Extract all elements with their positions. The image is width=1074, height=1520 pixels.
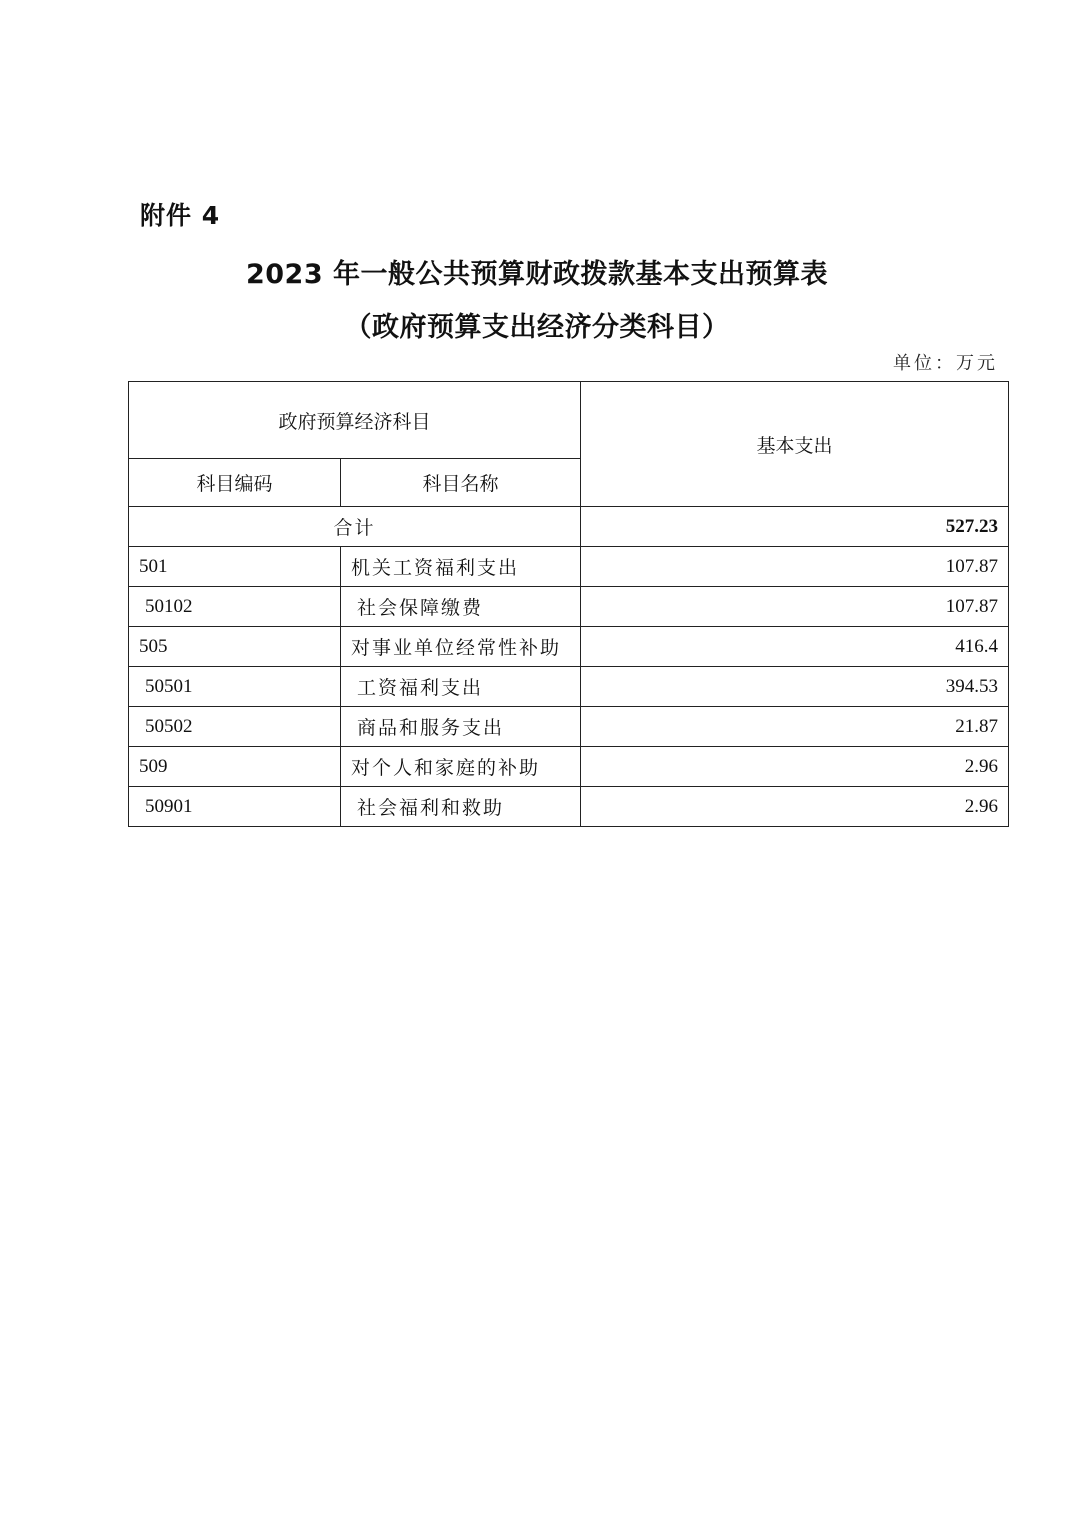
row-value: 394.53 [581, 667, 1009, 707]
row-code: 509 [129, 747, 341, 787]
total-value: 527.23 [581, 507, 1009, 547]
row-value: 416.4 [581, 627, 1009, 667]
row-code: 501 [129, 547, 341, 587]
budget-table [128, 381, 1009, 827]
row-code: 50501 [129, 667, 341, 707]
row-name: 对个人和家庭的补助 [341, 747, 581, 787]
row-name: 商品和服务支出 [341, 707, 581, 747]
name-header: 科目名称 [341, 459, 581, 507]
row-code: 50901 [129, 787, 341, 827]
row-value: 107.87 [581, 547, 1009, 587]
page-subtitle: （政府预算支出经济分类科目） [344, 312, 730, 343]
table-row [129, 667, 1009, 707]
table-row [129, 627, 1009, 667]
row-value: 21.87 [581, 707, 1009, 747]
row-name: 工资福利支出 [341, 667, 581, 707]
table-header-row [129, 382, 1009, 459]
table-row [129, 547, 1009, 587]
row-value: 2.96 [581, 787, 1009, 827]
unit-label: 单位：万元 [893, 353, 998, 374]
attachment-label: 附件 4 [140, 201, 221, 230]
row-name: 社会保障缴费 [341, 587, 581, 627]
total-row [129, 507, 1009, 547]
code-header: 科目编码 [129, 459, 341, 507]
row-name: 对事业单位经常性补助 [341, 627, 581, 667]
group-header: 政府预算经济科目 [129, 382, 581, 459]
row-code: 50102 [129, 587, 341, 627]
row-code: 505 [129, 627, 341, 667]
page-title: 2023 年一般公共预算财政拨款基本支出预算表 [245, 259, 829, 290]
table-row [129, 747, 1009, 787]
row-code: 50502 [129, 707, 341, 747]
row-value: 107.87 [581, 587, 1009, 627]
total-label: 合计 [129, 507, 581, 547]
row-name: 社会福利和救助 [341, 787, 581, 827]
table-row [129, 587, 1009, 627]
row-name: 机关工资福利支出 [341, 547, 581, 587]
row-value: 2.96 [581, 747, 1009, 787]
table-row [129, 787, 1009, 827]
value-header: 基本支出 [581, 382, 1009, 507]
table-row [129, 707, 1009, 747]
